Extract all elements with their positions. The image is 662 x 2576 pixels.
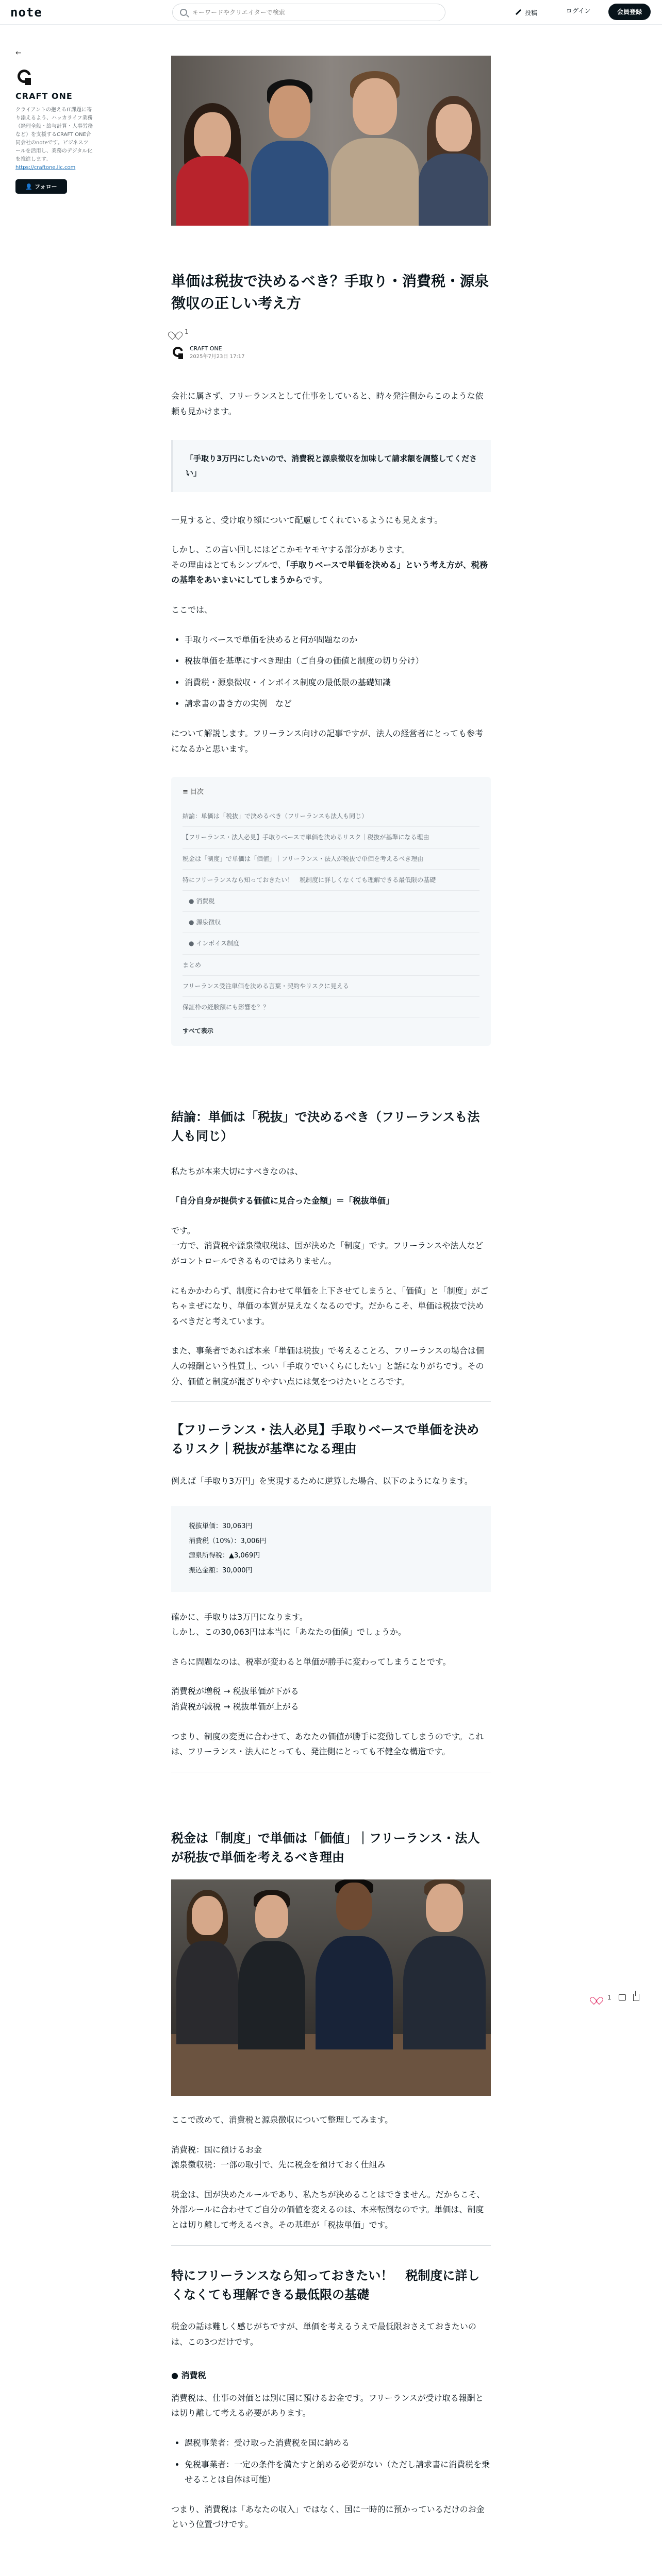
- post-button[interactable]: [516, 6, 537, 19]
- paragraph: 確かに、手取りは3万円になります。 しかし、この30,063円は本当に「あなたの価値」でしょうか。: [171, 1612, 406, 1637]
- quote-block: 「手取り3万円にしたいので、消費税と源泉徴収を加味して請求額を調整してください」: [171, 440, 491, 492]
- section-heading: 税金は「制度」で単価は「価値」｜フリーランス・法人が税抜で単価を考えるべき理由: [171, 1831, 480, 1865]
- back-arrow-icon[interactable]: ←: [15, 49, 22, 57]
- follow-label: フォロー: [35, 183, 57, 190]
- toc-item[interactable]: ● 消費税: [183, 891, 479, 912]
- follow-button[interactable]: [15, 179, 67, 194]
- share-icon[interactable]: [633, 1994, 639, 2001]
- paragraph: 消費税は、仕事の対価とは別に国に預けるお金です。フリーランスが受け取る報酬とは切り離して考える必要があります。: [171, 2393, 484, 2418]
- paragraph: 税金は、国が決めたルールであり、私たちが決めることはできません。だからこそ、外部ルールに合わせてご自分の価値を変えるのは、本来転倒なのです。単価は、制度とは切り離して考えるべき。その基準が「税抜単価」です。: [171, 2189, 485, 2230]
- heart-icon[interactable]: [171, 328, 179, 335]
- divider: [171, 2245, 491, 2246]
- author-name[interactable]: CRAFT ONE: [190, 345, 222, 352]
- paragraph: 消費税が増税 → 税抜単価が下がる 消費税が減税 → 税抜単価が上がる: [171, 1686, 299, 1711]
- calc-line: 源泉所得税：▲3,069円: [189, 1552, 260, 1560]
- paragraph: です。 一方で、消費税や源泉徴収税は、国が決めた「制度」です。フリーランスや法人などがコントロールできるものではありません。: [171, 1225, 484, 1266]
- paragraph: また、事業者であれば本来「単価は税抜」で考えることろ、フリーランスの場合は個人の報酬という性質上、つい「手取りでいくらにしたい」と話になりがちです。その分、価値と制度が混ざりやすい点には気をつけたいところです。: [171, 1346, 484, 1386]
- toc-item[interactable]: 税金は「制度」で単価は「価値」｜フリーランス・法人が税抜で単価を考えるべき理由: [183, 849, 479, 870]
- paragraph: しかし、この言い回しにはどこかモヤモヤする部分があります。 その理由はとてもシンプルで、「手取りベースで単価を決める」という考え方が、税務の基準をあいまいにしてしまうからです。: [171, 545, 488, 585]
- list-item: • 請求書の書き方の実例 など: [185, 696, 491, 711]
- comment-icon[interactable]: [619, 1994, 626, 2001]
- toc-item[interactable]: フリーランス受注単価を決める言葉・契約やリスクに見える: [183, 976, 479, 997]
- hero-image: [171, 56, 491, 226]
- topic-list: [171, 632, 491, 711]
- toc-item[interactable]: ● 源泉徴収: [183, 912, 479, 933]
- paragraph: 私たちが本来大切にすべきなのは、: [171, 1166, 303, 1176]
- like-heart-icon[interactable]: [593, 1994, 600, 2001]
- float-like-count: 1: [607, 1994, 611, 2001]
- author-row: [171, 345, 491, 361]
- paragraph: つまり、制度の変更に合わせて、あなたの価値が勝手に変動してしまうのです。これは、フリーランス・法人にとっても、発注側にとっても不健全な構造です。: [171, 1731, 484, 1757]
- post-label: 投稿: [525, 9, 538, 16]
- paragraph: ここで改めて、消費税と源泉徴収について整理してみます。: [171, 2115, 393, 2125]
- toc-item[interactable]: ● インボイス制度: [183, 933, 479, 954]
- like-row: [171, 326, 491, 337]
- author-avatar[interactable]: [171, 346, 185, 360]
- creator-name[interactable]: CRAFT ONE: [15, 91, 73, 101]
- search-icon: [180, 9, 187, 16]
- paragraph: 一見すると、受け取り額について配慮してくれているようにも見えます。: [171, 515, 443, 525]
- paragraph: さらに問題なのは、税率が変わると単価が勝手に変わってしまうことです。: [171, 1656, 451, 1667]
- search-box[interactable]: [172, 4, 445, 21]
- intro-paragraph: 会社に属さず、フリーランスとして仕事をしていると、時々発注側からこのような依頼も見かけます。: [171, 391, 484, 417]
- calc-line: 消費税（10%）：3,006円: [189, 1537, 267, 1545]
- toc-item[interactable]: 特にフリーランスなら知っておきたい！ 税制度に詳しくなくても理解できる最低限の基礎: [183, 870, 479, 891]
- search-input[interactable]: [192, 7, 435, 18]
- creator-bio: [15, 106, 93, 172]
- list-item: • 課税事業者：受け取った消費税を国に納める: [185, 2435, 491, 2451]
- list-item: • 手取りベースで単価を決めると何が問題なのか: [185, 632, 491, 648]
- section-heading: 【フリーランス・法人必見】手取りベースで単価を決めるリスク｜税抜が基準になる理由: [171, 1422, 479, 1456]
- table-of-contents: [171, 777, 491, 1046]
- follow-user-icon: 👤: [25, 183, 33, 190]
- business-meeting-image: [171, 1879, 491, 2096]
- creator-website-link[interactable]: https://craftone.llc.com: [15, 165, 76, 171]
- article-title: 単価は税抜で決めるべき？手取り・消費税・源泉徴収の正しい考え方: [171, 273, 489, 312]
- like-count: 1: [185, 328, 189, 335]
- toc-item[interactable]: 保証枠の経験額にも影響を？？: [183, 997, 479, 1018]
- pen-icon: [516, 9, 522, 15]
- section-heading: 結論：単価は「税抜」で決めるべき（フリーランスも法人も同じ）: [171, 1110, 480, 1144]
- list-item: • 税抜単価を基準にすべき理由（ご自身の価値と制度の切り分け）: [185, 653, 491, 669]
- toc-show-all-button[interactable]: すべて表示: [183, 1027, 213, 1035]
- creator-bio-text: クライアントの抱えるIT課題に寄り添えるよう、ハッカライフ業務（経理全般・給与計算・人事労務など）を支援するCRAFT ONE合同会社のnoteです。ビジネスツールを活用し、業務のデジタル化を推進します。: [15, 107, 93, 162]
- login-button[interactable]: ログイン: [566, 7, 591, 14]
- divider: [171, 1401, 491, 1402]
- list-item: • 消費税・源泉徴収・インボイス制度の最低限の基礎知識: [185, 675, 491, 690]
- article: [171, 56, 491, 2576]
- floating-action-bar: [593, 1994, 639, 2001]
- subsection-heading: ● 消費税: [171, 2370, 206, 2381]
- creator-sidebar: [15, 49, 98, 194]
- paragraph: つまり、消費税は「あなたの収入」ではなく、国に一時的に預かっているだけのお金という位置づけです。: [171, 2504, 485, 2530]
- tax-list: [171, 2435, 491, 2487]
- toc-item[interactable]: まとめ: [183, 955, 479, 976]
- paragraph: 税金の話は難しく感じがちですが、単価を考えるうえで最低限おさえておきたいのは、この3つだけです。: [171, 2321, 476, 2347]
- calc-line: 税抜単価：30,063円: [189, 1522, 253, 1531]
- publish-date: 2025年7月23日 17:17: [190, 354, 245, 360]
- calc-line: 振込金額：30,000円: [189, 1566, 253, 1574]
- list-item: • 免税事業者：一定の条件を満たすと納める必要がない（ただし請求書に消費税を乗せることは自体は可能）: [185, 2457, 491, 2487]
- toc-item[interactable]: 結論：単価は「税抜」で決めるべき（フリーランスも法人も同じ）: [183, 806, 479, 827]
- paragraph: ここでは、: [171, 605, 213, 615]
- top-navbar: [0, 0, 662, 25]
- paragraph: について解説します。フリーランス向けの記事ですが、法人の経営者にとっても参考になるかと思います。: [171, 728, 483, 754]
- section-heading: 特にフリーランスなら知っておきたい！ 税制度に詳しくなくても理解できる最低限の基礎: [171, 2268, 480, 2302]
- signup-button[interactable]: 会員登録: [608, 4, 651, 20]
- toc-item[interactable]: 【フリーランス・法人必見】手取りベースで単価を決めるリスク｜税抜が基準になる理由: [183, 827, 479, 848]
- paragraph: 例えば「手取り3万円」を実現するために逆算した場合、以下のようになります。: [171, 1476, 473, 1486]
- paragraph: 「自分自身が提供する価値に見合った金額」＝「税抜単価」: [171, 1196, 394, 1206]
- note-logo[interactable]: note: [10, 5, 42, 20]
- creator-avatar[interactable]: [15, 69, 33, 86]
- paragraph: にもかかわらず、制度に合わせて単価を上下させてしまうと、「価値」と「制度」がごちゃまぜになり、単価の本質が見えなくなるのです。だからこそ、単価は税抜で決めるべきだと考えています。: [171, 1285, 488, 1326]
- calculation-box: [171, 1506, 491, 1591]
- toc-heading: ≡ 目次: [183, 788, 204, 796]
- paragraph: 消費税：国に預けるお金 源泉徴収税：一部の取引で、先に税金を預けておく仕組み: [171, 2144, 386, 2170]
